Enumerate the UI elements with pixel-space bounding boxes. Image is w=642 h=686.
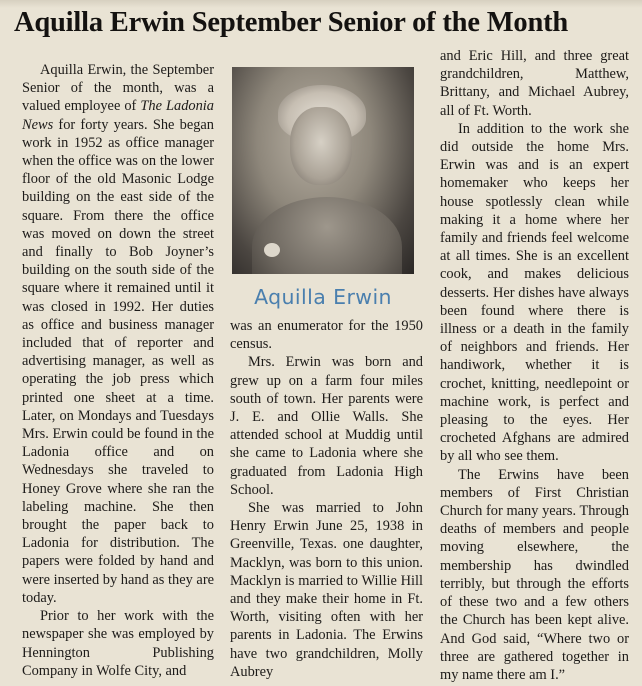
article-column-3 bbox=[440, 47, 629, 684]
photo-caption: Aquilla Erwin bbox=[254, 285, 392, 309]
column-1-paragraph-2: Prior to her work with the newspaper she was employed by Hennington Publishing Company in Wolfe City, and bbox=[22, 608, 214, 679]
photo-body bbox=[252, 197, 402, 274]
paragraph-text: Aquilla Erwin, the September Senior of the month, was a valued employee of bbox=[22, 62, 214, 115]
newspaper-name: The Ladonia News bbox=[22, 98, 214, 133]
article-column-1 bbox=[22, 61, 214, 680]
paragraph-text: for forty years. She began work in 1952 as office manager when the office was on the lower floor of the old Masonic Lodge building on the east side of the square. From there the office was moved on down the street and finally to Bob Joyner’s building on the south side of the square where it remained until it was closed in 1992. Her duties as office and business manager included that of reporter and advertising manager, as well as operating the job press which printed one sheet at a time. Later, on Mondays and Tuesdays Mrs. Erwin could be found in the Ladonia office and on Wednesdays she traveled to Honey Grove where she ran the labeling machine. She then brought the paper back to Ladonia for distribution. The papers were folded by hand and were inserted by hand as they are today. bbox=[22, 116, 214, 606]
column-3-paragraph-3: The Erwins have been members of First Christian Church for many years. Through deaths of members and people moving elsewhere, the membership has dwindled terribly, but through the efforts of these two and a few others the Church has been kept alive. And God said, “Where two or three are gathered together in my name there am I.” bbox=[440, 466, 629, 683]
photo-face bbox=[290, 107, 352, 185]
article-column-2 bbox=[230, 317, 423, 681]
column-1-paragraph-1 bbox=[22, 61, 214, 607]
column-2-paragraph-2: Mrs. Erwin was born and grew up on a farm four miles south of town. Her parents were J. E. and Ollie Walls. She attended school at Muddig until she came to Ladonia where she graduated from Ladonia High School. bbox=[230, 354, 423, 498]
photo-corsage bbox=[264, 243, 280, 257]
column-3-paragraph-1: and Eric Hill, and three great grandchildren, Matthew, Brittany, and Michael Aubrey, all of Ft. Worth. bbox=[440, 48, 629, 119]
column-3-paragraph-2: In addition to the work she did outside the home Mrs. Erwin was and is an expert homemaker who keeps her house spotlessly clean while making it a home where her family and friends feel welcome at all times. She is an excellent cook, and makes delicious desserts. Her dishes have always been found where there is illness or a death in the family of neighbors and friends. Her handiwork, whether it is crochet, knitting, needlepoint or machine work, is perfect and pleasing to the eyes. Her crocheted Afghans are admired by all who see them. bbox=[440, 120, 629, 465]
column-2-paragraph-1: was an enumerator for the 1950 census. bbox=[230, 318, 423, 353]
article-headline: Aquilla Erwin September Senior of the Month bbox=[14, 7, 569, 38]
portrait-photo bbox=[232, 67, 414, 274]
column-2-paragraph-3: She was married to John Henry Erwin June 25, 1938 in Greenville, Texas. one daughter, Macklyn, was born to this union. Macklyn is married to Willie Hill and they make their home in Ft. Worth, visiting often with her parents in Ladonia. The Erwins have two grandchildren, Molly Aubrey bbox=[230, 500, 423, 680]
